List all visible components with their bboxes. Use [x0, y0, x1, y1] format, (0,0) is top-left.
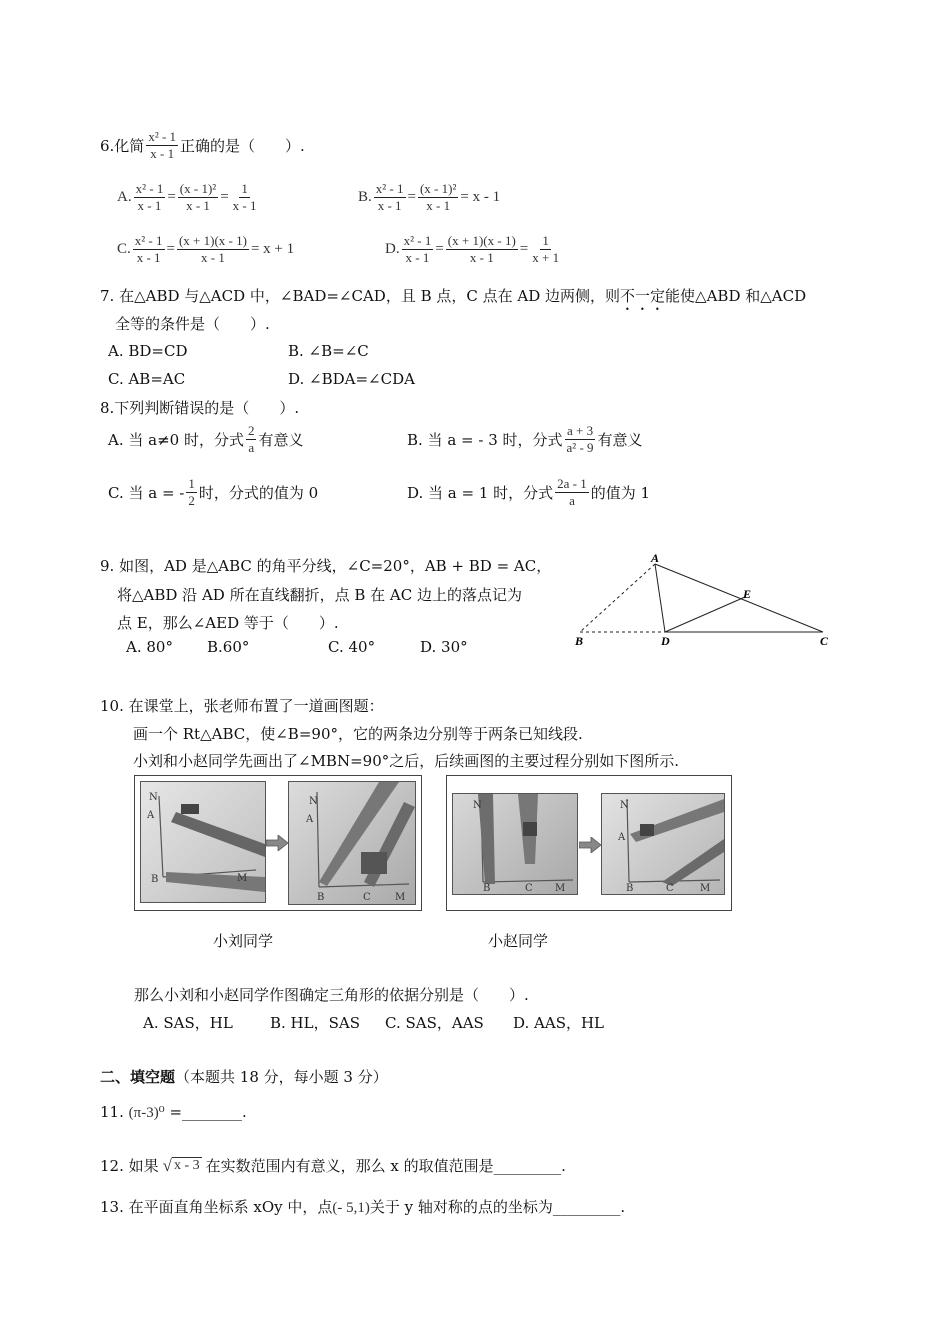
svg-text:A: A: [147, 810, 155, 821]
svg-text:B: B: [151, 874, 159, 885]
q6-option-c: C. $\frac{\text{x² - 1}}{x - 1}$ = $\frac{(x + 1)(x - 1)}{x - 1}$ = x + 1: [117, 233, 295, 266]
q10-option-a: A. SAS，HL: [143, 1014, 233, 1032]
q9-line3: 点 E，那么∠AED 等于（ ）.: [117, 614, 339, 632]
q10-line1: 10. 在课堂上，张老师布置了一道画图题：: [100, 697, 384, 715]
q9-label-c: C: [820, 634, 829, 648]
q6-a-label: A.: [117, 189, 132, 206]
q7-line1: 7. 在△ABD 与△ACD 中，∠BAD=∠CAD，且 B 点，C 点在 AD 边两侧，则不一定能使△ABD 和△ACD: [100, 287, 807, 305]
svg-text:M: M: [555, 883, 566, 894]
q9-option-b: B.60°: [207, 638, 250, 656]
q7-line2: 全等的条件是（ ）.: [115, 315, 270, 333]
zhao-photo-2: [601, 793, 725, 895]
q6-option-d: D. $\frac{\text{x² - 1}}{x - 1}$ = $\frac{(x + 1)(x - 1)}{x - 1}$ = $\frac{1}{x + 1}$: [385, 233, 560, 266]
svg-text:N: N: [620, 800, 629, 811]
svg-text:B: B: [317, 892, 325, 903]
q9-label-e: E: [743, 587, 752, 601]
q8-option-c: C. 当 a = - $\frac{1}{2}$ 时，分式的值为 0: [108, 476, 319, 509]
svg-text:C: C: [525, 883, 533, 894]
q6-stem: 6.化简: [100, 137, 145, 156]
q9-line2: 将△ABD 沿 AD 所在直线翻折，点 B 在 AC 边上的落点记为: [117, 586, 522, 604]
q6-d-label: D.: [385, 241, 400, 258]
q6-b-result: = x - 1: [460, 189, 501, 206]
q13-point: (- 5,1): [332, 1200, 370, 1216]
q7-emphasis: 不一定: [620, 287, 666, 305]
q6-frac-den: x - 1: [150, 146, 175, 162]
svg-text:C: C: [666, 883, 674, 894]
q6-tail: 正确的是（ ）.: [180, 137, 305, 156]
zhao-arrow-icon: [579, 837, 601, 853]
caption-zhao: 小赵同学: [488, 932, 549, 950]
section2-heading: [100, 1066, 388, 1087]
q6-b-label: B.: [358, 189, 372, 206]
q6-option-b: B. $\frac{\text{x² - 1}}{x - 1}$ = $\frac{\text{(x - 1)²}}{x - 1}$ = x - 1: [358, 181, 501, 214]
q10-question: 那么小刘和小赵同学作图确定三角形的依据分别是（ ）.: [134, 986, 529, 1004]
q13: 13. 在平面直角坐标系 xOy 中，点(- 5,1)关于 y 轴对称的点的坐标为_________.: [100, 1198, 626, 1216]
q10-line3: 小刘和小赵同学先画出了∠MBN=90°之后，后续画图的主要过程分别如下图所示.: [133, 752, 680, 770]
q8-option-a: A. 当 a≠0 时，分式 $\frac{2}{a}$ 有意义: [108, 423, 304, 456]
q9-option-d: D. 30°: [420, 638, 468, 656]
q9-option-c: C. 40°: [328, 638, 376, 656]
q12: 12. 如果 √ x - 3 在实数范围内有意义，那么 x 的取值范围是_________.: [100, 1155, 566, 1175]
liu-photo-2: [288, 781, 416, 905]
q7-option-c: C. AB=AC: [108, 370, 186, 388]
q9-label-b: B: [575, 634, 584, 648]
section2-title: 二、填空题: [100, 1068, 176, 1086]
q10-line2: 画一个 Rt△ABC，使∠B=90°，它的两条边分别等于两条已知线段.: [133, 725, 583, 743]
q6-c-label: C.: [117, 241, 131, 258]
q7-option-b: B. ∠B=∠C: [288, 342, 369, 360]
q11: 11. (π-3)⁰ =________.: [100, 1103, 247, 1121]
svg-text:B: B: [483, 883, 491, 894]
zhao-photo-1: [452, 793, 578, 895]
q6-option-a: A. $\frac{\text{x² - 1}}{x - 1}$ = $\frac{\text{(x - 1)²}}{x - 1}$ = $\frac{1}{x - 1}$: [117, 181, 257, 214]
q8-option-b: B. 当 a = - 3 时，分式 $\frac{a + 3}{\text{a² - 9}}$ 有意义: [407, 423, 643, 456]
svg-text:N: N: [473, 800, 482, 811]
q9-triangle-figure: [565, 552, 845, 652]
svg-text:C: C: [363, 892, 371, 903]
svg-text:M: M: [700, 883, 711, 894]
q6-stem-line: [100, 130, 305, 162]
q7-option-a: A. BD=CD: [108, 342, 188, 360]
q9-option-a: A. 80°: [126, 638, 173, 656]
liu-arrow-icon: [266, 835, 288, 851]
q10-option-b: B. HL，SAS: [270, 1014, 360, 1032]
svg-text:A: A: [618, 832, 626, 843]
svg-text:M: M: [237, 873, 248, 884]
section2-note: （本题共 18 分，每小题 3 分）: [175, 1068, 388, 1086]
liu-photo-1: [140, 781, 266, 903]
q6-c-result: = x + 1: [250, 241, 295, 258]
q9-label-d: D: [661, 634, 670, 648]
q6-fraction: [146, 130, 178, 162]
q9-line1: 9. 如图，AD 是△ABC 的角平分线，∠C=20°，AB + BD = AC，: [100, 557, 552, 575]
q6-frac-num: x² - 1: [146, 130, 178, 146]
q8-option-d: D. 当 a = 1 时，分式 $\frac{2a - 1}{a}$ 的值为 1: [407, 476, 651, 509]
q10-option-c: C. SAS，AAS: [385, 1014, 484, 1032]
q10-option-d: D. AAS，HL: [513, 1014, 605, 1032]
q9-label-a: A: [651, 552, 660, 565]
q7-option-d: D. ∠BDA=∠CDA: [288, 370, 415, 388]
svg-text:N: N: [309, 796, 318, 807]
svg-text:A: A: [306, 814, 314, 825]
svg-text:M: M: [395, 892, 406, 903]
svg-text:N: N: [149, 792, 158, 803]
q11-expr: (π-3)⁰: [128, 1105, 165, 1121]
caption-liu: 小刘同学: [213, 932, 274, 950]
q12-sqrt: √ x - 3: [162, 1155, 200, 1175]
q8-stem: 8.下列判断错误的是（ ）.: [100, 399, 300, 417]
svg-text:B: B: [626, 883, 634, 894]
